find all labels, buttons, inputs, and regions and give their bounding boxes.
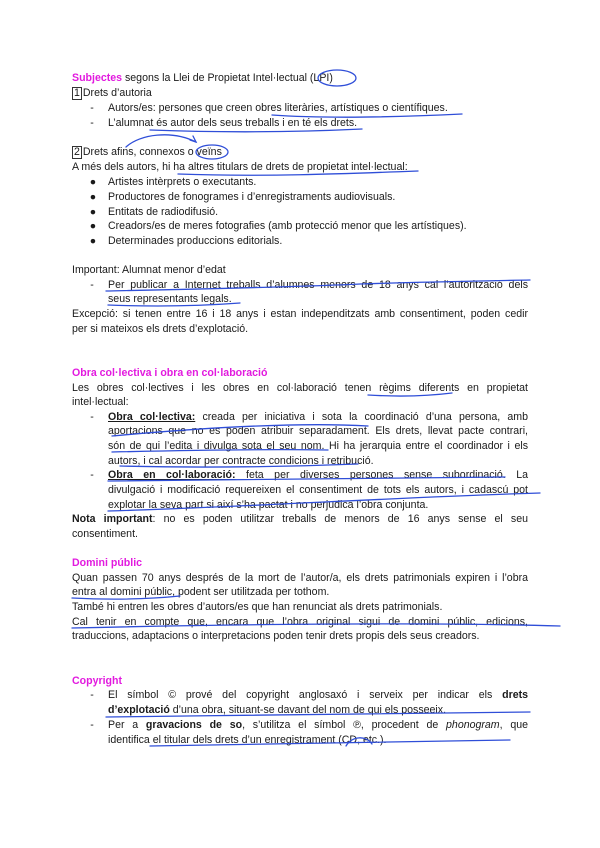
number-box-2: 2 (74, 146, 80, 158)
dash-bullet: - (90, 689, 94, 701)
afins-item-4: Creadors/es de meres fotografies (amb protecció menor que les artístiques). (108, 220, 467, 232)
afins-item-5: Determinades produccions editorials. (108, 235, 283, 247)
drets-autoria-label: Drets d’autoria (82, 87, 152, 99)
copyright-item-2-line-2: identifica el titular dels drets d’un enregistrament (CD, etc.). (108, 734, 387, 746)
ink-arrowhead (190, 136, 196, 142)
obra-intro-line-1: Les obres col·lectives i les obres en col·laboració tenen règims diferents en propietat (72, 382, 528, 394)
copyright-item-2-c: , que (499, 719, 529, 731)
ink-underline-enregistrament (150, 740, 510, 746)
ink-underline-titulars (178, 171, 418, 175)
important-line: Important: Alumnat menor d’edat (72, 264, 226, 276)
menor-item-line-2: seus representants legals. (108, 293, 232, 305)
nota-label: Nota important (72, 513, 153, 525)
col-text-1: creada per iniciativa i sota la coordinació d’una persona, amb (195, 411, 528, 423)
dot-bullet: ● (89, 235, 97, 247)
afins-intro: A més dels autors, hi ha altres titulars de drets de propietat intel·lectual: (72, 161, 408, 173)
ink-underline-publicar (106, 280, 530, 291)
ink-underline-contracte (120, 464, 358, 467)
colab-line-3: explotar la seva part si així s’ha pactat i no perjudica l’obra conjunta. (108, 499, 429, 511)
obra-intro-line-2: intel·lectual: (72, 396, 129, 408)
autoria-item-1: Autors/es: persones que creen obres literàries, artístiques o científiques. (108, 102, 448, 114)
copyright-item-1-bold: drets (502, 689, 528, 701)
dash-bullet: - (90, 279, 94, 291)
ink-underline-compte (72, 624, 560, 628)
ink-underline-regims (368, 393, 452, 396)
ink-arrow-afins (126, 135, 196, 147)
domini-heading: Domini públic (72, 557, 143, 569)
subjectes-title-rest: segons la Llei de Propietat Intel·lectual (LPI) (122, 72, 333, 84)
domini-p2: També hi entren les obres d’autors/es que han renunciat als drets patrimonials. (72, 601, 443, 613)
col-line-2: aportacions que no es poden atribuir separadament. Els drets, llevat pacte contrari, (108, 425, 528, 437)
copyright-item-2-italic: phonogram (446, 719, 500, 731)
ink-underline-divulga (112, 450, 328, 452)
nota-line-2: consentiment. (72, 528, 138, 540)
afins-item-3: Entitats de radiodifusió. (108, 206, 219, 218)
copyright-item-1-bold-2: d’explotació (108, 704, 170, 716)
ink-underline-domini (72, 596, 180, 599)
dash-bullet: - (90, 411, 94, 423)
colab-line-2: divulgació i modificació requereixen el consentiment de tots els autors, i cadascú pot (108, 484, 528, 496)
copyright-item-2-a: Per a (108, 719, 146, 731)
ink-underline-cadascu (108, 493, 540, 511)
drets-afins-label: Drets afins, connexos o veïns (82, 146, 222, 158)
dot-bullet: ● (89, 191, 97, 203)
domini-p1-line-2: entra al domini públic, podent ser utilitzada per tothom. (72, 586, 330, 598)
domini-p3-line-2: traduccions, adaptacions o interpretacions poden tenir drets propis dels seus creadors. (72, 630, 480, 642)
colab-text-1: feta per diverses persones sense subordinació. La (235, 469, 529, 481)
dot-bullet: ● (89, 206, 97, 218)
ink-underline-representants (108, 303, 240, 306)
menor-item-line-1: Per publicar a Internet treballs d’alumnes menors de 18 anys cal l’autorització dels (108, 279, 528, 291)
dash-bullet: - (90, 469, 94, 481)
number-box-1: 1 (74, 87, 80, 99)
domini-p1-line-1: Quan passen 70 anys després de la mort de l’autor/a, els drets patrimonials expiren i l’obra (72, 572, 528, 584)
ink-underline-aportacions (112, 425, 368, 436)
ink-underline-explotacio (106, 712, 530, 717)
autoria-item-2: L’alumnat és autor dels seus treballs i en té els drets. (108, 117, 358, 129)
copyright-item-1-rest: d’una obra, situant-se davant del nom de qui els posseeix. (169, 704, 447, 716)
copyright-item-2-bold: gravacions de so (145, 719, 243, 731)
ink-underline-obres (272, 114, 462, 117)
afins-item-2: Productores de fonogrames i d’enregistraments audiovisuals. (108, 191, 396, 203)
dot-bullet: ● (89, 220, 97, 232)
excepcio-line-1: Excepció: si tenen entre 16 i 18 anys i estan independitzats amb consentiment, poden cedir (72, 308, 528, 320)
copyright-heading: Copyright (72, 675, 123, 687)
colab-label: Obra en col·laboració: (108, 469, 236, 481)
ink-circle-veins (196, 145, 228, 159)
excepcio-line-2: per si mateixos els drets d’explotació. (72, 323, 249, 335)
col-line-4: autors, i cal acordar per contracte condicions i retribució. (108, 455, 374, 467)
copyright-item-2-b: , s’utilitza el símbol ℗, procedent de (242, 719, 447, 731)
dash-bullet: - (90, 102, 94, 114)
dash-bullet: - (90, 117, 94, 129)
dash-bullet: - (90, 719, 94, 731)
col-line-3: són de qui l’edita i divulga sota el seu nom. Hi ha jerarquia entre el coordinador i els (108, 440, 528, 452)
obra-heading: Obra col·lectiva i obra en col·laboració (72, 367, 268, 379)
nota-text: : no es poden utilitzar treballs de menors de 16 anys sense el seu (152, 513, 528, 525)
col-label: Obra col·lectiva: (108, 411, 196, 423)
ink-underline-colaboracio (108, 477, 505, 481)
ink-circle-lpi (318, 70, 356, 86)
afins-item-1: Artistes intèrprets o executants. (108, 176, 257, 188)
copyright-item-1-text: El símbol © prové del copyright anglosaxó i serveix per indicar els (108, 689, 503, 701)
domini-p3-line-1: Cal tenir en compte que, encara que l’obra original sigui de domini públic, edicions, (72, 616, 528, 628)
dot-bullet: ● (89, 176, 97, 188)
ink-underline-autor (150, 129, 362, 132)
subjectes-title: Subjectes (72, 72, 123, 84)
